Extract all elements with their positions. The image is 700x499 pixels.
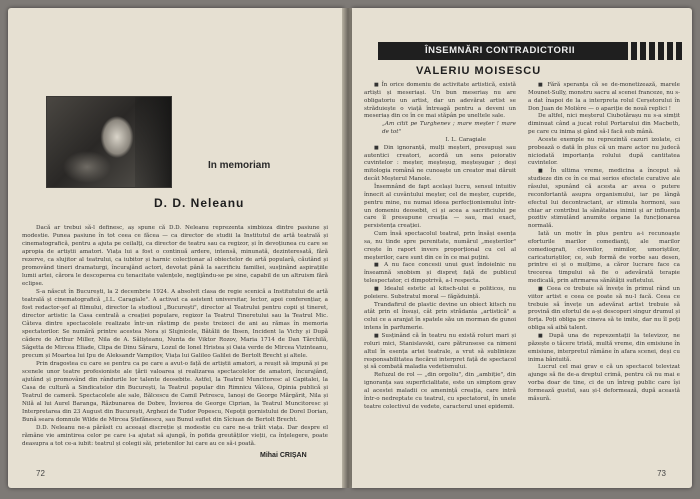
column-paragraph: ■ În orice domeniu de activitate artistică, există artiști și meseriași. Un bun meseriaș nu are obligatoriu un artist, dar un adevărat artist se străduiește o viață întreagă pentru a deveni un meseriaș din ce în ce mai stăpân pe uneltele sale. [364, 82, 516, 121]
column-paragraph: Lucrul cel mai grav e că un spectacol televizat ajunge să fie de-a dreptul crimă, pentru că nu mai e vorba doar de tine, ci de un întreg public care își formează gustul, sau și-l deformează, după această măsură. [528, 364, 680, 402]
column-paragraph: ■ Din ignoranță, mulți meșteri, presupuși sau autentici creatori, acordă un sens peiorativ cuvintelor : meșter, meșteșug, meșteșugar ; deși mitologia română ne cunoaște un creator mai dăruit decât Meșterul Manole. [364, 145, 516, 184]
column-paragraph: ■ A nu face concesii unui gust îndoielnic nu înseamnă snobism și dispreț față de publicul telespectator, ci dimpotrivă, a-l respecta. [364, 262, 516, 286]
obituary-name: D. D. Neleanu [154, 196, 245, 210]
column-paragraph: Refuzul de rol — „din orgoliu", din „ambiție", din ignoranța sau superficialitate, este un simptom grav al acestei maladii ce amenință creația, care intră într-o nedreptate cu teatrul, cu spectatorul, în unele teatre colectivul de vedete, caracterul unei epidemii. [364, 372, 516, 410]
column-paragraph: Iată un motiv în plus pentru a-i recunoaște eforturile marilor comedianți, ale marilor comediografi, clovnilor, mimilor, umoriștilor, caricaturiștilor, ce, sub formă de vorbe sau desen, printre ei și o mulțime, a căror lucrare face ca trecerea timpului să fie o adevărată terapie medicală, prin afirmarea sănătății sufletului. [528, 231, 680, 285]
column-paragraph: Însemnând de fapt același lucru, sensul intuitiv înnecit al cuvântului meșter, cel de meșter, cupride, pentru mine, nu numai ideea perfecționismului într-un domeniu deosebit, ci și acea a sacrificiului pe care îl presupune creația — sau, mai exact, persistența creației. [364, 183, 516, 230]
column-paragraph: Cum însă spectacolul teatral, prin însăși esența sa, nu tinde spre perenitate, numărul „meșterilor" crește în raport invers proporțional cu cel al meșterilor, care sunt din ce în ce mai puțini. [364, 231, 516, 261]
text-column-left [364, 82, 516, 411]
obituary-paragraph: Dacă ar trebui să-l definesc, aș spune că D.D. Neleanu reprezenta simbioza dintre pasiune și modestie. Punea pasiune în tot ceea ce făcea — ca director de studii la Institutul de artă teatrală și cinematografică, pentru a ajuta pe ceilalți, ca director de teatru sau ca regizor, și în devoțiunea cu care se apropia de artiștii amatori. Viața lui a fost o continuă ardere, intensă, minunată, dezinteresată, fără rezerve, ca slujitor al teatrului, ca iubitor și harnic colecționar al obiectelor de artă populară, căutând și promovând tineri dramaturgi, încurajând actori, devotat până la sacrificiu familiei, susținând aspirațiile lumii artei, cărora le descoperea cu tenacitate valențele, neglijându-se pe sine, capabil de un altruism fără eclipse. [22, 225, 328, 287]
obituary-body [22, 224, 328, 448]
page-number-right: 73 [657, 469, 666, 478]
memoriam-label: In memoriam [208, 160, 271, 171]
column-paragraph: ■ Idealul estetic al kitsch-ului e politicos, nu poleiere. Substratul moral — făgăduință. [364, 286, 516, 302]
page-number-left: 72 [36, 469, 45, 478]
obituary-paragraph: S-a născut în București, la 2 decembrie 1924. A absolvit clasa de regie scenică a Institutului de artă teatrală și cinematografică „I.L. Caragiale". A activat ca asistent universitar, lector, apoi conferențiar, a fost redactor-șef al filmului, director la studioul „București", director al Teatrului pentru copii și tineret, director artistic la Casa centrală a creației populare, regizor la Teatrul Tineretului sau la Teatrul Mic. Câteva dintre spectacolele realizate într-un răstimp de peste treizeci de ani au rămas în memoria spectatorilor. Se numără printre acestea Nora și Slujnicele, Bătălii de Ibsen, Incident la Vichy și După cădere de Arthur Miller, Nila de A. Sălișteanu, Nunta de Viktor Rozov, Maria 1714 de Dan Tărchilă, Săgetta de Mircea Eliade, Clipa de Dinu Săraru, Lozul de Ionel Hristea și Oaia verde de Mircea Vizinteanu, precum și Moartea lui Ipu de Aleksandr Vampilov, Viața lui Galileo Galilei de Bertolt Brecht și altele. [22, 289, 328, 359]
column-paragraph: „Am citit pe Turghenev ; mare meșter ! mare de tot" [382, 121, 516, 136]
right-page [352, 8, 692, 488]
article-author: VALERIU MOISESCU [416, 65, 542, 77]
column-paragraph: ■ În ultima vreme, medicina a început să studieze din ce în ce mai serios efectele curative ale râsului, spunând că acesta ar avea o putere reconfortantă asupra organismului, iar pe lângă efectul lui decontractant, ar stimula hormoni, sau chiar ar contribui la sănătatea inimii și ar influența pozitiv stimulând anumite organe la funcționarea normală. [528, 168, 680, 231]
column-paragraph: I. L. Caragiale [445, 136, 486, 143]
signature: Mihai CRIȘAN [260, 452, 307, 459]
column-paragraph: ■ Susținând că în teatru nu există roluri mari și roluri mici, Stanislavski, care pătrunsese ca nimeni altul în esența artei teatrale, a vrut să sublinieze responsabilitatea fiecărui interpret față de spectacol și să combată maladia vedetismului. [364, 333, 516, 372]
column-paragraph: Aceste exemple nu reprezintă cazuri izolate, ci probează o dată în plus că un mare actor nu judecă niciodată importanța rolului după cantitatea cuvintelor. [528, 136, 680, 167]
column-paragraph: ■ După una de reprezentații la televizor, ne păzește o tăcere tristă, multă vreme, din emisiune în emisiune, interpretul rămâne în afara scenei, deși cu inima bântuită. [528, 333, 680, 364]
left-page [8, 8, 344, 488]
obituary-paragraph: D.D. Neleanu ne-a părăsit cu aceeași discreție și modestie cu care ne-a trăit viața. Dar despre el rămâne vie amintirea celor pe care i-a ajutat să ajungă, în pofida greutăților vieții, ca înțelegere, poate deasupra a tot ce-a iubit: teatrul și colegii săi, prietenilor lui care au ce să-i poată. [22, 425, 328, 447]
column-paragraph: De altfel, nici meșterul Ciubotărașu nu s-a simțit diminuat când a jucat rolul Portarului din Macbeth, pe care cu inima și gând să-l facă sub mână. [528, 113, 680, 136]
portrait-photo [46, 96, 172, 188]
text-column-right [528, 82, 680, 404]
banner-decoration [622, 42, 682, 60]
section-banner: ÎNSEMNĂRI CONTRADICTORII [378, 42, 622, 60]
obituary-paragraph: Prin dragostea cu care se pentru ca pe care a avut-o față de artiștii amatori, a reușit să impună și pe scenele unor teatre profesioniste ale țării valoarea și realizarea spectacolelor de amatori, încurajând, ajutând și promovând din rândurile lor talente deosebite. Astfel, la Teatrul Muncitoresc al Capitalei, la Casa de cultură a Sindicatelor din București, la Teatrul popular din Rimnicu Vâlcea, Opinia publică și Teatrul de cameră. Spectacolele ale sale, Bălcescu de Camil Petrescu, Ianoși de George Mărgărit, Nila și Nilă al lui Aurel Baranga, Răzbunarea de Dobre, Învierea de George Ciprian, la Teatrul Muncitoresc și Interpretarea din 23 August din București, Arghezi de Tudor Popescu, Nepoții gornistului de Dorel Dorian, Bună seara domnule Wilde de Mircea Ștefănescu, sau Bunul suflet din Sîciuan de Bertolt Brecht. [22, 361, 328, 423]
column-paragraph: Trandafirul de plastic devine un obiect kitsch nu atât prin el însuși, cât prin strădania „artistică" a celui ce a aranjat în spatele său un morman de gunoi intens în parfumerie. [364, 301, 516, 332]
column-paragraph: ■ Fără speranța că se de-monetizează, marele Mounet-Sully, monstru sacru al scenei franceze, nu s-a dat înapoi de la a interpreta rolul Cerșetorului în Don Juan de Molière — o apariție de nouă replici ! [528, 82, 680, 113]
column-paragraph: ■ Ceea ce trebuie să învețe în primul rând un viitor artist e ceea ce poate să nu-l facă. Ceea ce trebuie să învețe un adevărat artist trebuie să provină din efortul de a-și descoperi singur drumul și forța. Poți obliga pe cineva să te imite, dar nu îl poți obliga să aibă talent. [528, 286, 680, 333]
